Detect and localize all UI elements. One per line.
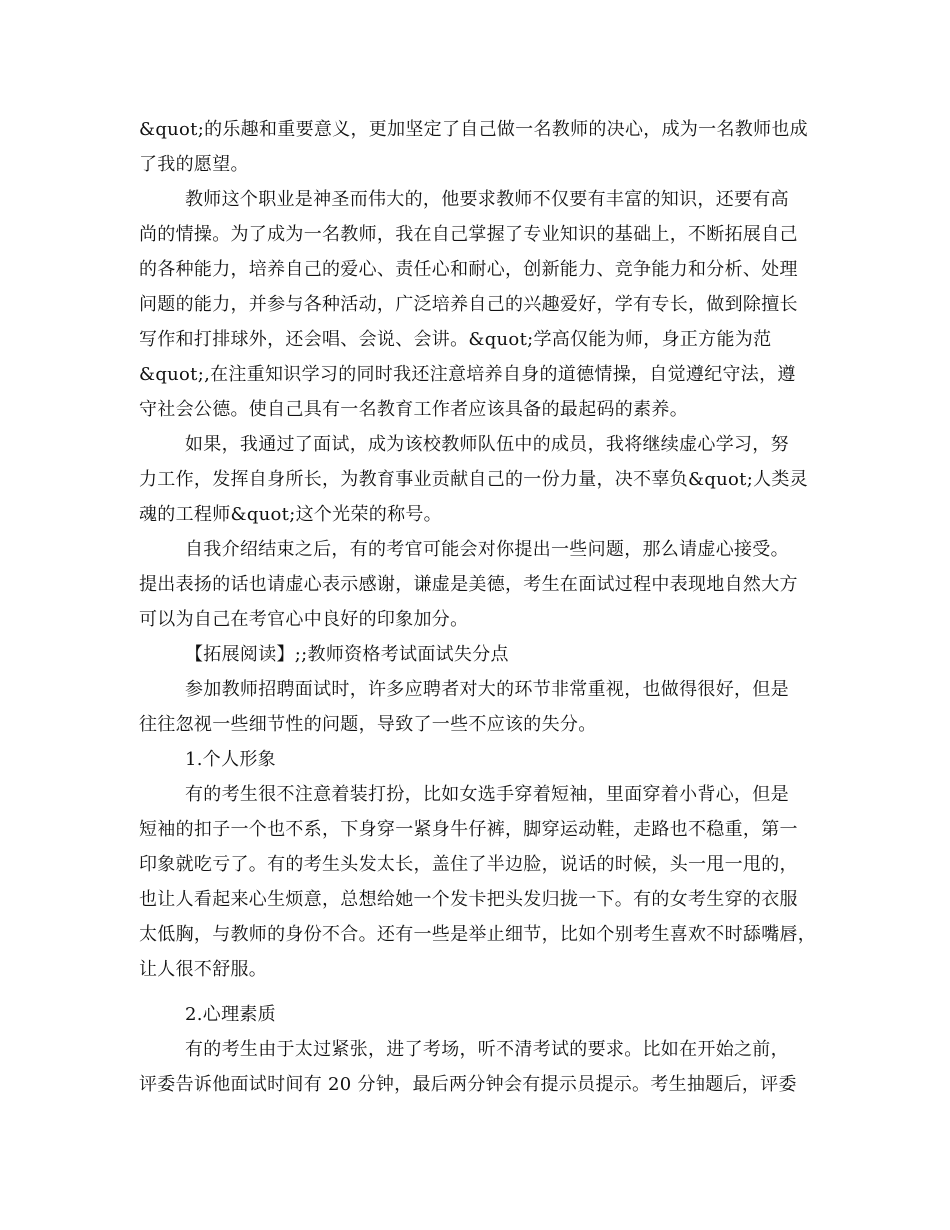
text-line: 让人很不舒服。 [139, 959, 268, 980]
paragraph-start-line: 有的考生由于太过紧张，进了考场，听不清考试的要求。比如在开始之前， [185, 1039, 789, 1060]
section-heading-extended-reading: 【拓展阅读】;;教师资格考试面试失分点 [185, 644, 509, 665]
text-line: 问题的能力，并参与各种活动，广泛培养自己的兴趣爱好，学有专长，做到除擅长 [139, 294, 798, 315]
text-line: 提出表扬的话也请虚心表示感谢，谦虚是美德，考生在面试过程中表现地自然大方 [139, 574, 798, 595]
text-line: 评委告诉他面试时间有 20 分钟，最后两分钟会有提示员提示。考生抽题后，评委 [139, 1074, 797, 1095]
subheading-psychological-quality: 2.心理素质 [185, 1004, 276, 1025]
text-line: 力工作，发挥自身所长，为教育事业贡献自己的一份力量，决不辜负&quot;人类灵 [139, 469, 808, 490]
paragraph-start-line: 有的考生很不注意着装打扮，比如女选手穿着短袖，里面穿着小背心，但是 [185, 784, 789, 805]
text-line: 印象就吃亏了。有的考生头发太长，盖住了半边脸，说话的时候，头一甩一甩的， [139, 854, 798, 875]
text-line: 守社会公德。使自己具有一名教育工作者应该具备的最起码的素养。 [139, 399, 688, 420]
paragraph-start-line: 教师这个职业是神圣而伟大的，他要求教师不仅要有丰富的知识，还要有高 [185, 189, 789, 210]
text-line: 写作和打排球外，还会唱、会说、会讲。&quot;学高仅能为师，身正方能为范 [139, 329, 772, 350]
text-line: 往往忽视一些细节性的问题，导致了一些不应该的失分。 [139, 714, 597, 735]
text-line: 了我的愿望。 [139, 154, 249, 175]
text-line: 尚的情操。为了成为一名教师，我在自己掌握了专业知识的基础上，不断拓展自己 [139, 224, 798, 245]
subheading-personal-image: 1.个人形象 [185, 749, 276, 770]
text-line: 的各种能力，培养自己的爱心、责任心和耐心，创新能力、竞争能力和分析、处理 [139, 259, 798, 280]
text-line: 太低胸，与教师的身份不合。还有一些是举止细节，比如个别考生喜欢不时舔嘴唇， [139, 924, 817, 945]
text-line: 也让人看起来心生烦意，总想给她一个发卡把头发归拢一下。有的女考生穿的衣服 [139, 889, 798, 910]
text-line: 魂的工程师&quot;这个光荣的称号。 [139, 504, 442, 525]
text-line: 短袖的扣子一个也不系，下身穿一紧身牛仔裤，脚穿运动鞋，走路也不稳重，第一 [139, 819, 798, 840]
paragraph-start-line: 如果，我通过了面试，成为该校教师队伍中的成员，我将继续虚心学习，努 [185, 434, 789, 455]
paragraph-start-line: 参加教师招聘面试时，许多应聘者对大的环节非常重视，也做得很好，但是 [185, 679, 789, 700]
text-line: &quot;的乐趣和重要意义，更加坚定了自己做一名教师的决心，成为一名教师也成 [139, 119, 808, 140]
paragraph-start-line: 自我介绍结束之后，有的考官可能会对你提出一些问题，那么请虚心接受。 [185, 539, 789, 560]
text-line: &quot;,在注重知识学习的同时我还注意培养自身的道德情操，自觉遵纪守法，遵 [139, 364, 796, 385]
text-line: 可以为自己在考官心中良好的印象加分。 [139, 609, 469, 630]
